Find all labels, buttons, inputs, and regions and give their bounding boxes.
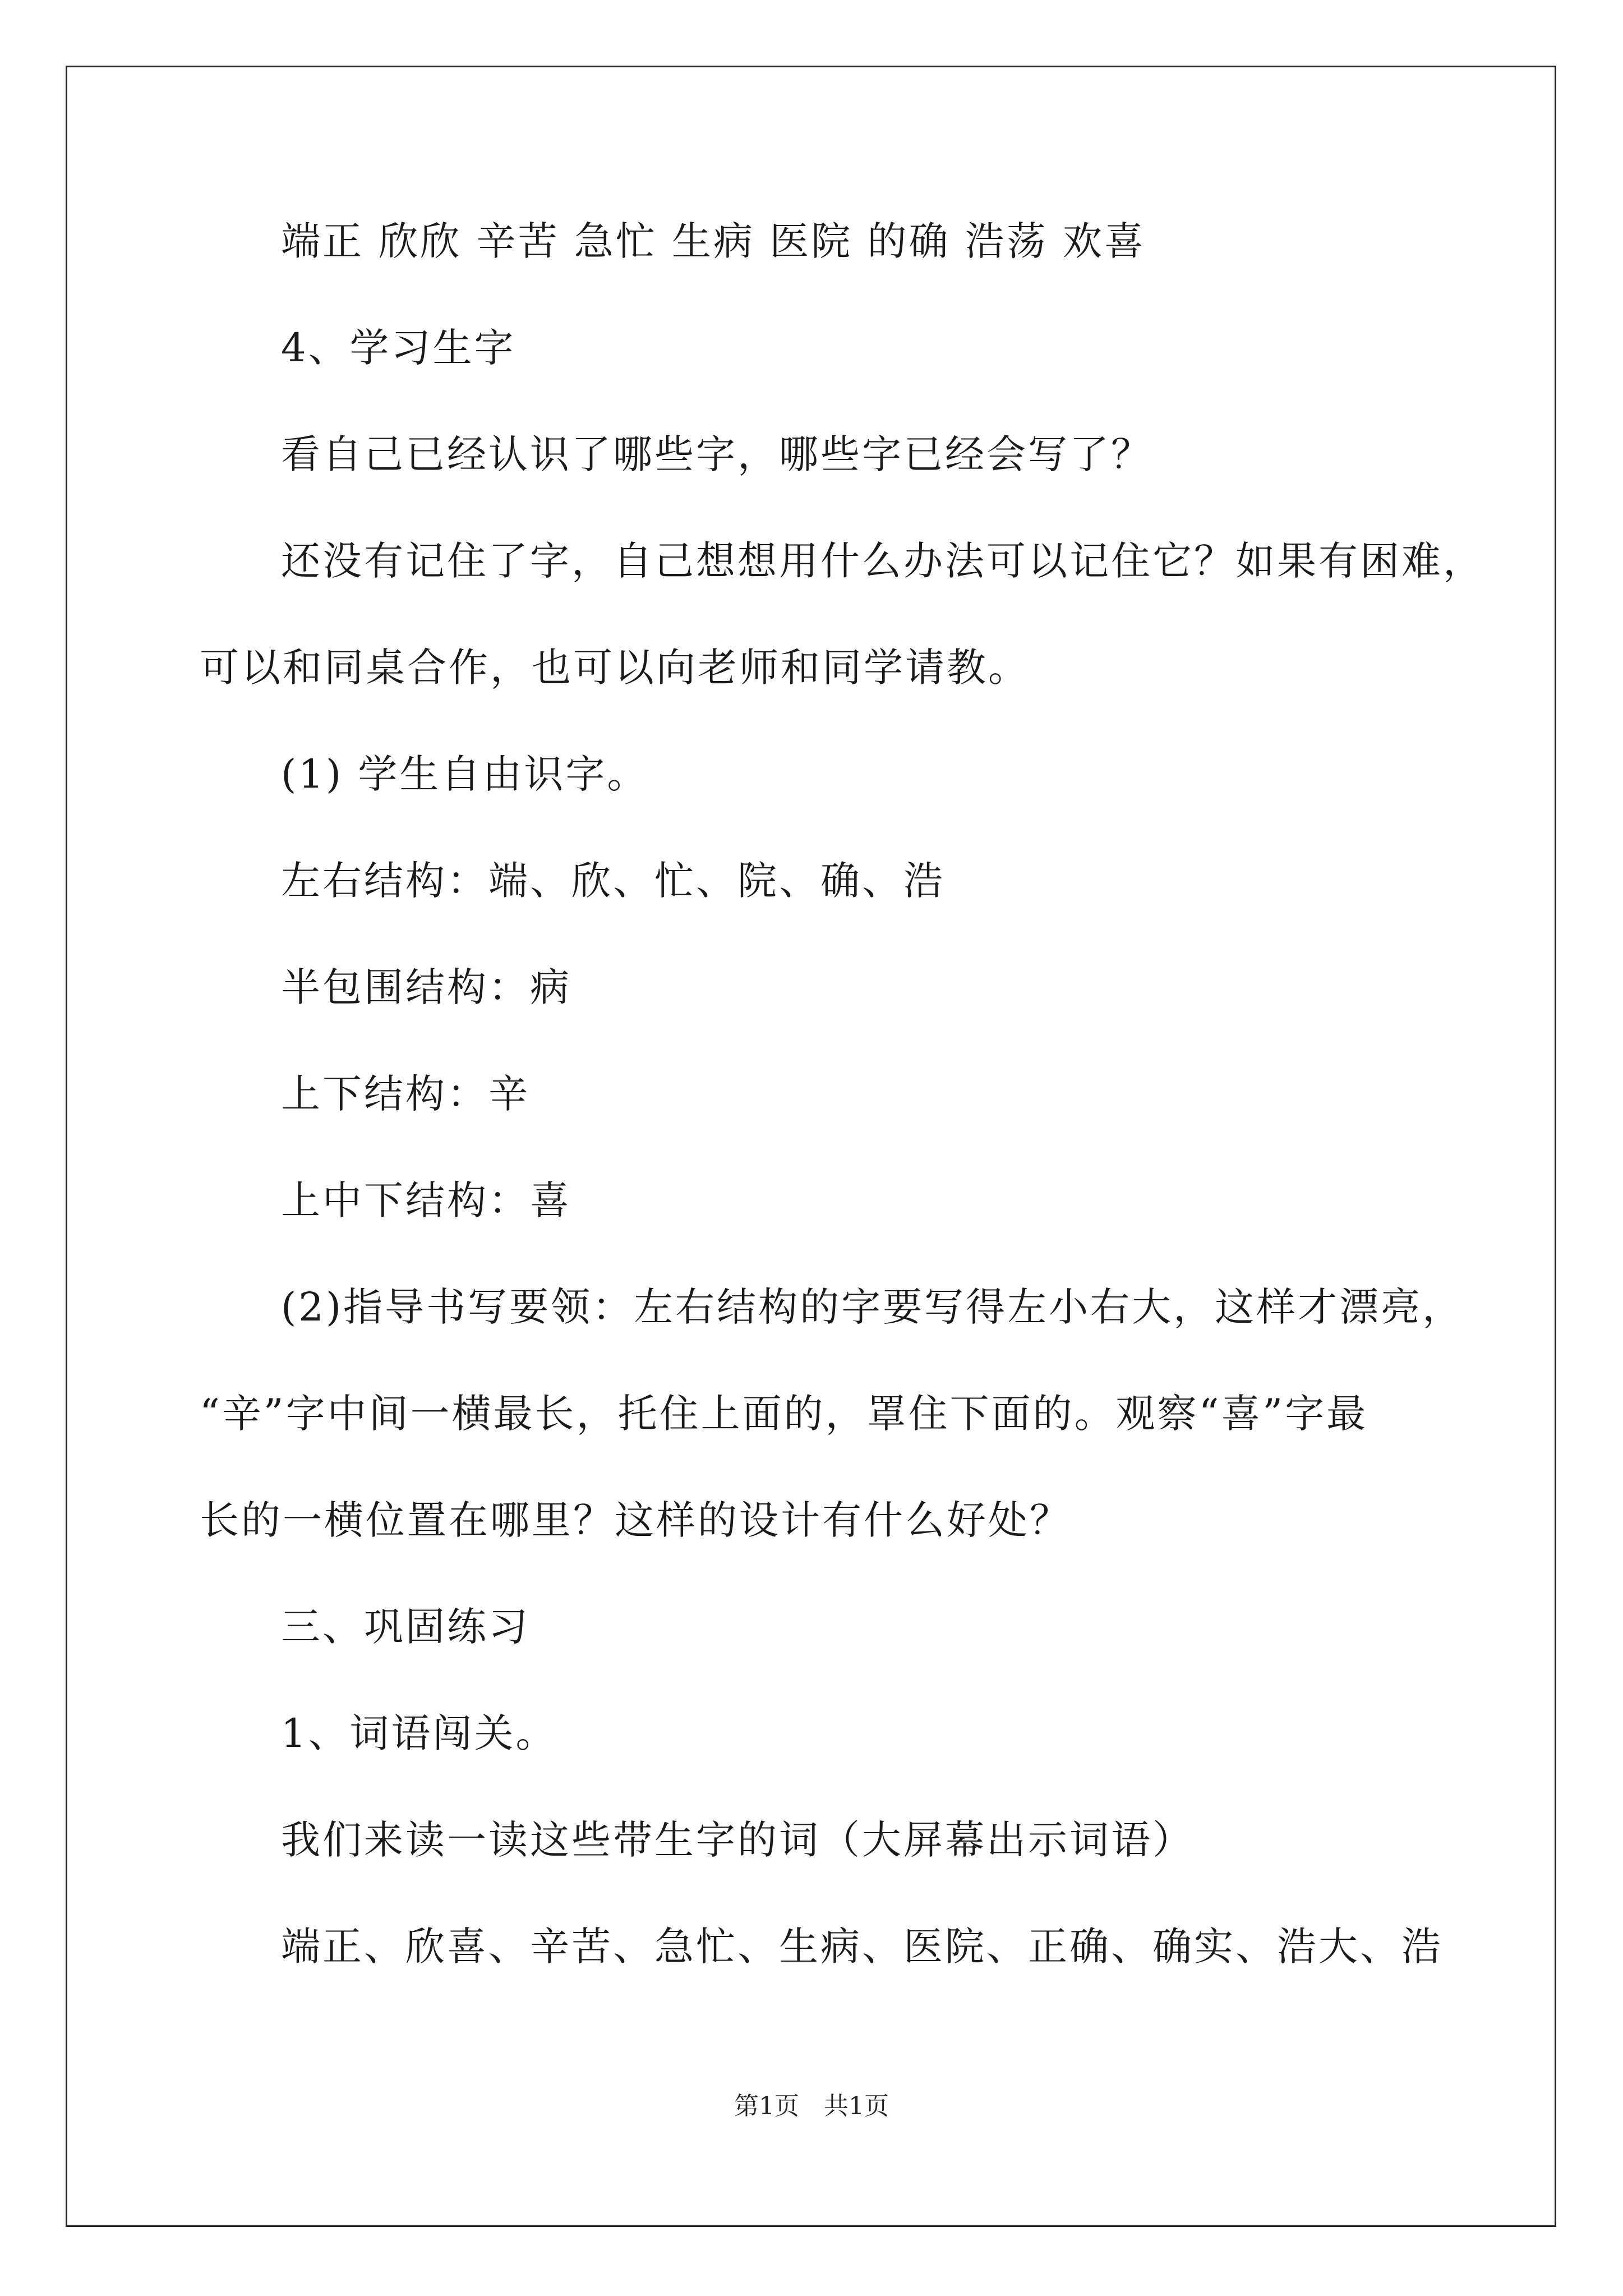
- text-line-read-words: 我们来读一读这些带生字的词（大屏幕出示词语）: [281, 1817, 1194, 1863]
- page-number: 第1页 共1页: [734, 2092, 889, 2120]
- text-line-step-2: (2)指导书写要领：左右结构的字要写得左小右大，这样才漂亮，: [281, 1284, 1464, 1330]
- section-heading-consolidation: 三、巩固练习: [281, 1604, 530, 1650]
- text-line-word-list: 端正 欣欣 辛苦 急忙 生病 医院 的确 浩荡 欢喜: [281, 218, 1146, 264]
- text-line-paragraph-1-cont: 可以和同桌合作，也可以向老师和同学请教。: [200, 645, 1030, 691]
- text-line-top-middle-bottom-structure: 上中下结构：喜: [281, 1177, 571, 1223]
- text-line-paragraph-1: 还没有记住了字，自己想想用什么办法可以记住它？如果有困难，: [281, 538, 1484, 584]
- text-line-left-right-structure: 左右结构：端、欣、忙、院、确、浩: [281, 858, 945, 904]
- section-heading-learn-characters: 4、学习生字: [281, 325, 516, 371]
- text-line-word-challenge: 1、词语闯关。: [281, 1710, 557, 1756]
- text-line-word-list-2: 端正、欣喜、辛苦、急忙、生病、医院、正确、确实、浩大、浩: [281, 1924, 1443, 1970]
- text-line-step-2-cont-2: 长的一横位置在哪里？这样的设计有什么好处？: [200, 1497, 1071, 1543]
- text-line-step-2-cont: “辛”字中间一横最长，托住上面的，罩住下面的。观察“喜”字最: [200, 1391, 1368, 1437]
- text-line-question: 看自己已经认识了哪些字，哪些字已经会写了？: [281, 431, 1152, 477]
- text-line-step-1: (1) 学生自由识字。: [281, 751, 649, 797]
- text-line-half-enclosure-structure: 半包围结构：病: [281, 964, 571, 1010]
- page-border: [66, 66, 1556, 2227]
- text-line-top-bottom-structure: 上下结构：辛: [281, 1071, 530, 1117]
